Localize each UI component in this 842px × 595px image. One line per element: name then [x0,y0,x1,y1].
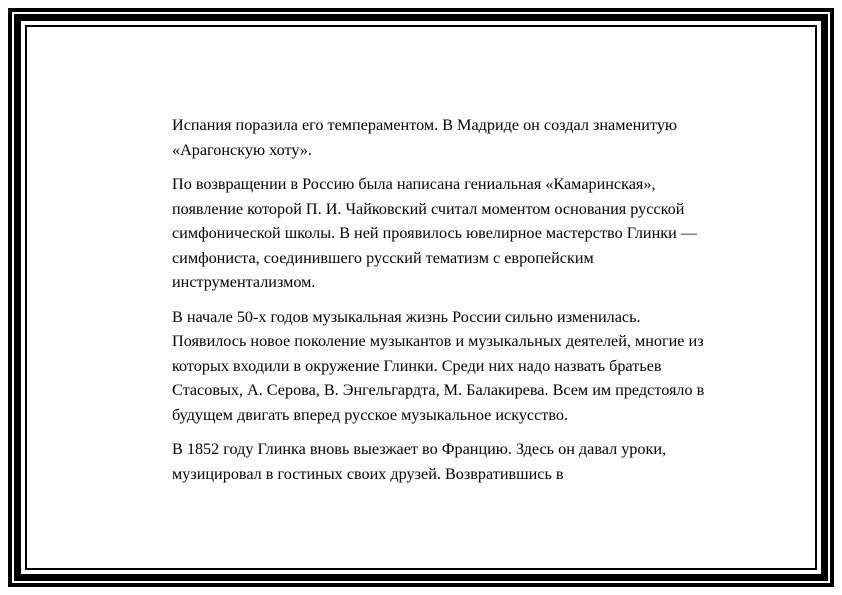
paragraph-fifties: В начале 50-х годов музыкальная жизнь России сильно изменилась. Появилось новое поколение музыкантов и музыкальных деятелей, многие из которых входили в окружение Глинки. Среди них надо назвать братьев Стасовых, А. Серова, В. Энгельгардта, М. Балакирева. Всем им предстояло в будущем двигать вперед русское музыкальное искусство. [172,307,705,424]
paragraph-1852: В 1852 году Глинка вновь выезжает во Францию. Здесь он давал уроки, музицировал в гостиных своих друзей. Возвратившись в [172,440,667,483]
paragraph-spain: Испания поразила его темпераментом. В Мадриде он создал знаменитую «Арагонскую хоту». [172,116,678,159]
paragraph-kamarinskaya: По возвращении в Россию была написана гениальная «Камаринская», появление которой П. И. Чайковский считал моментом основания русской симфонической школы. В ней проявилось ювелирное мастерство Глинки — симфониста, соединившего русский тематизм с европейским инструментализмом. [172,175,698,291]
slide-text-body [172,113,712,496]
